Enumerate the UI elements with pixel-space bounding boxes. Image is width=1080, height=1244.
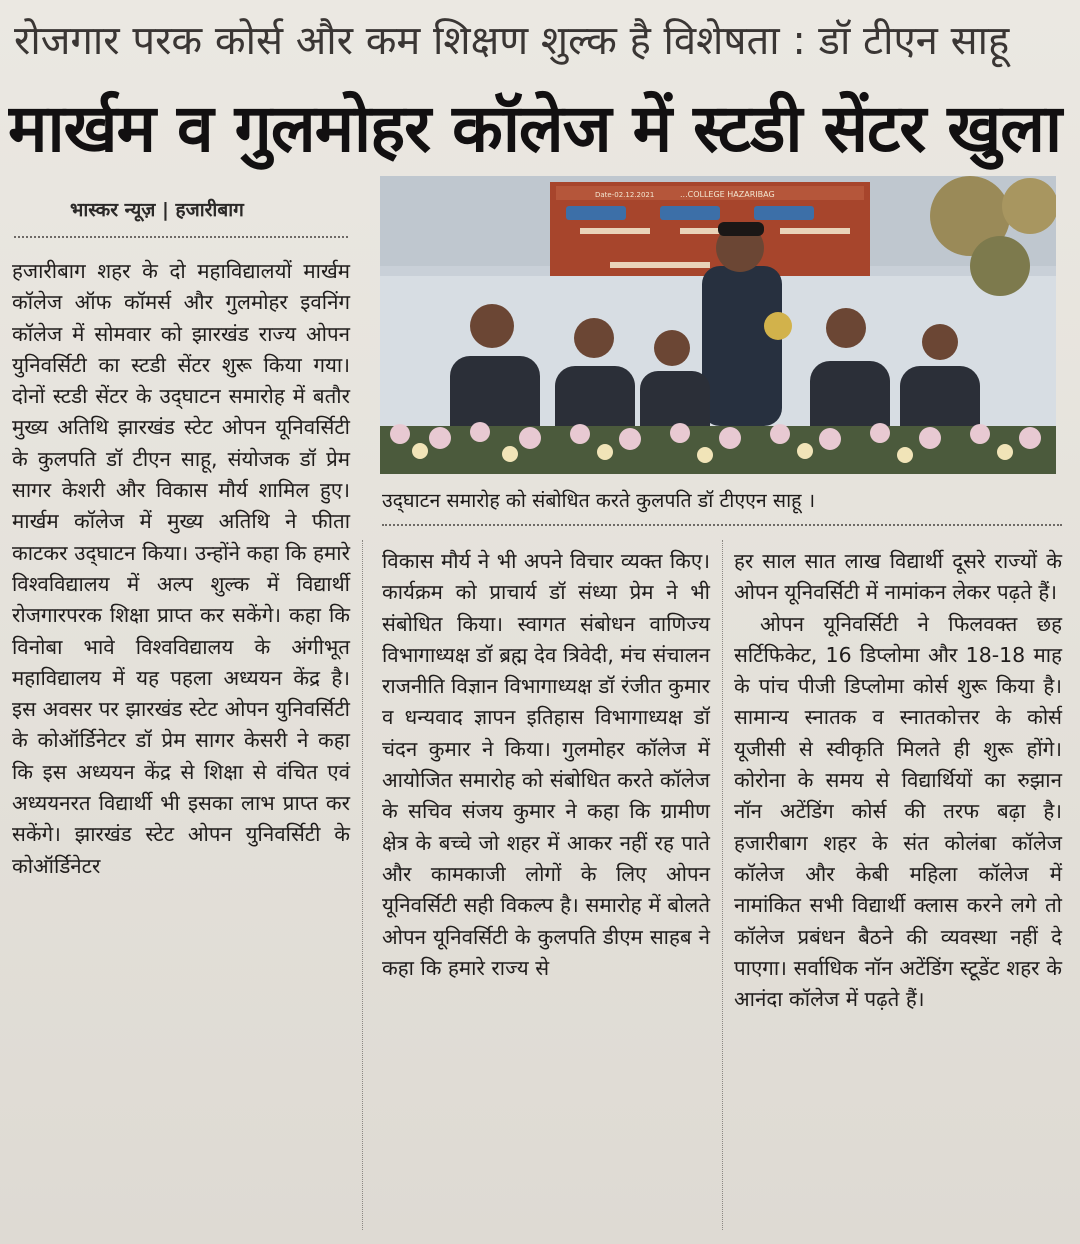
column-2-paragraph-1: विकास मौर्य ने भी अपने विचार व्यक्त किए। कार्यक्रम को प्राचार्य डॉ संध्या प्रेम ने भी संबोधित किया। स्वागत संबोधन वाणिज्य विभागाध्यक्ष डॉ ब्रह्म देव त्रिवेदी, मंच संचालन राजनीति विज्ञान विभागाध्यक्ष डॉ रंजीत कुमार व धन्यवाद ज्ञापन इतिहास विभागाध्यक्ष डॉ चंदन कुमार ने किया। गुलमोहर कॉलेज में आयोजित समारोह को संबोधित करते कॉलेज के सचिव संजय कुमार ने कहा कि ग्रामीण क्षेत्र के बच्चे जो शहर में आकर नहीं रह पाते और कामकाजी लोगों के लिए ओपन यूनिवर्सिटी सही विकल्प है। समारोह में बोलते ओपन यूनिवर्सिटी के कुलपति डीएम साहब ने कहा कि हमारे राज्य से: [382, 549, 710, 980]
article-kicker: रोजगार परक कोर्स और कम शिक्षण शुल्क है विशेषता : डॉ टीएन साहू: [14, 18, 1010, 64]
column-3-paragraph-1: हर साल सात लाख विद्यार्थी दूसरे राज्यों के ओपन यूनिवर्सिटी में नामांकन लेकर पढ़ते हैं।: [734, 549, 1062, 605]
column-1-paragraph-1: हजारीबाग शहर के दो महाविद्यालयों मार्खम कॉलेज ऑफ कॉमर्स और गुलमोहर इवनिंग कॉलेज में सोमवार को झारखंड राज्य ओपन युनिवर्सिटी का स्टडी सेंटर शुरू किया गया। दोनों स्टडी सेंटर के उद्‌घाटन समारोह में बतौर मुख्य अतिथि झारखंड स्टेट ओपन यूनिवर्सिटी के कुलपति डॉ टीएन साहू, संयोजक डॉ प्रेम सागर केशरी और विकास मौर्य शामिल हुए। मार्खम कॉलेज में मुख्य अतिथि ने फीता काटकर उद्‌घाटन किया। उन्होंने कहा कि हमारे विश्वविद्यालय में अल्प शुल्क में विद्यार्थी रोजगारपरक शिक्षा प्राप्त कर सकेंगे। कहा कि विनोबा भावे विश्वविद्यालय के अंगीभूत महाविद्यालय में यह पहला अध्ययन केंद्र है। इस अवसर पर झारखंड स्टेट ओपन युनिवर्सिटी के कोऑर्डिनेटर डॉ प्रेम सागर केसरी ने कहा कि इस अध्ययन केंद्र से शिक्षा से वंचित एवं अध्ययनरत विद्यार्थी भी इसका लाभ प्राप्त कर सकेंगे। झारखंड स्टेट ओपन युनिवर्सिटी के कोऑर्डिनेटर: [12, 259, 350, 878]
banner-date: Date-02.12.2021: [595, 191, 655, 199]
article-column-1: [12, 256, 350, 882]
column-rule-2: [722, 540, 723, 1230]
banner-heading: ...COLLEGE HAZARIBAG: [680, 190, 775, 199]
column-3-paragraph-2: ओपन यूनिवर्सिटी ने फिलवक्त छह सर्टिफिकेट, 16 डिप्लोमा और 18-18 माह के पांच पीजी डिप्लोमा कोर्स शुरू किया है। सामान्य स्नातक व स्नातकोत्तर के कोर्स यूजीसी से स्वीकृति मिलते ही शुरू होंगे। कोरोना के समय से विद्यार्थियों का रुझान नॉन अटेंडिंग कोर्स की तरफ बढ़ा है। हजारीबाग शहर के संत कोलंबा कॉलेज कॉलेज और केबी महिला कॉलेज में नामांकित सभी विद्यार्थी क्लास करने लगे तो कॉलेज प्रबंधन बैठने की व्यवस्था नहीं दे पाएगा। सर्वाधिक नॉन अटेंडिंग स्टूडेंट शहर के आनंदा कॉलेज में पढ़ते हैं।: [734, 611, 1062, 1012]
byline-divider: [14, 236, 348, 238]
caption-divider: [382, 524, 1062, 526]
article-column-3: [734, 546, 1062, 1015]
article-byline: भास्कर न्यूज़ | हजारीबाग: [70, 199, 244, 221]
column-rule-1: [362, 540, 363, 1230]
photo-caption: उद्‌घाटन समारोह को संबोधित करते कुलपति डॉ टीएएन साहू ।: [382, 489, 816, 512]
article-column-2: [382, 546, 710, 984]
event-photo: [380, 176, 1056, 474]
stage-scene-illustration: [380, 176, 1056, 474]
article-headline: मार्खम व गुलमोहर कॉलेज में स्टडी सेंटर खुला: [8, 90, 1062, 167]
